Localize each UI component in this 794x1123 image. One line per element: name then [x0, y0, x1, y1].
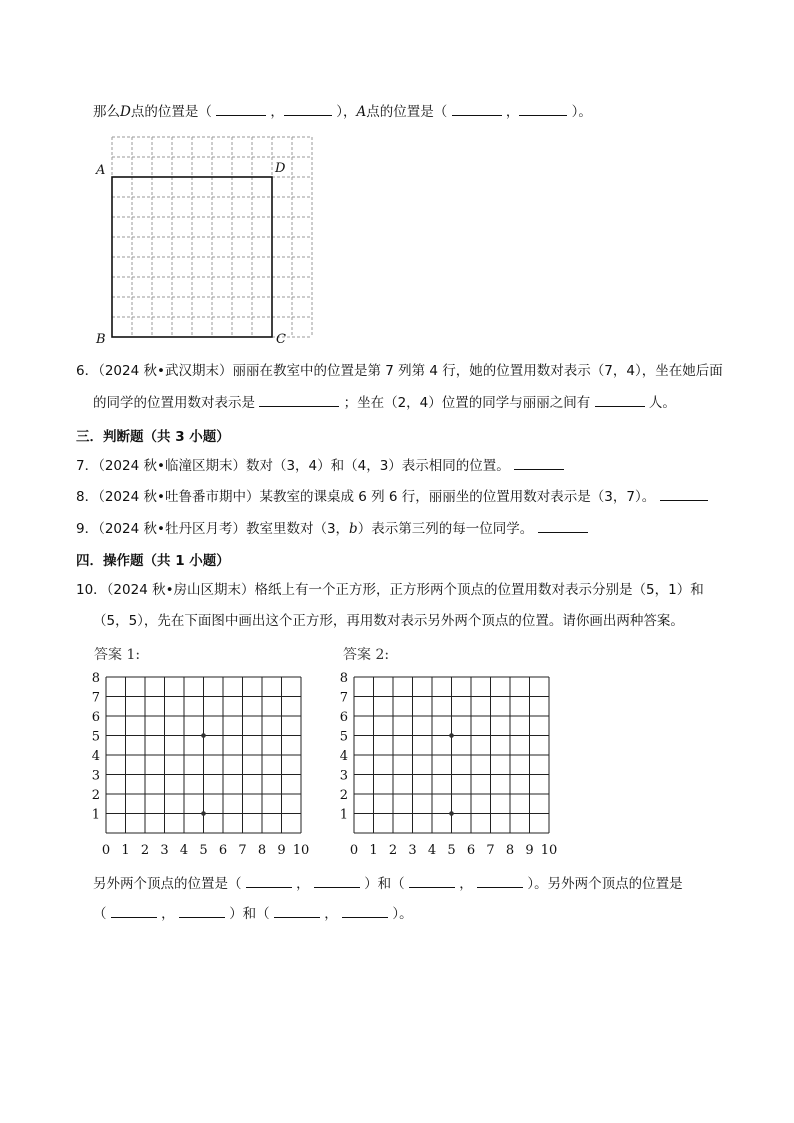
label-b: B — [96, 332, 106, 347]
final-text: 另外两个顶点的位置是（ — [93, 876, 242, 892]
x-tick-label: 0 — [349, 843, 359, 858]
q7-answer-blank[interactable] — [514, 455, 564, 470]
y-tick-label: 7 — [91, 690, 100, 706]
y-tick-label: 5 — [91, 729, 100, 745]
q9-text: ）表示第三列的每一位同学。 — [357, 521, 534, 537]
final-text: ）。另外两个顶点的位置是 — [527, 876, 683, 892]
q6-line1: 6．（2024 秋•武汉期末）丽丽在教室中的位置是第 7 列第 4 行，她的位置用数对表示（7，4），坐在她后面 — [76, 363, 723, 379]
q8 — [76, 486, 708, 507]
x-tick-label: 6 — [466, 843, 476, 858]
blank-1a-x[interactable] — [246, 873, 292, 888]
blank-d-x[interactable] — [216, 101, 266, 116]
close-paren: ）。 — [571, 104, 592, 120]
x-tick-label: 4 — [179, 843, 189, 858]
y-tick-label: 3 — [91, 768, 100, 784]
comma: ， — [270, 104, 284, 120]
q7 — [76, 455, 564, 476]
blank-d-y[interactable] — [284, 101, 332, 116]
q9-answer-blank[interactable] — [538, 518, 588, 533]
blank-a-y[interactable] — [519, 101, 567, 116]
q9 — [76, 518, 588, 539]
x-tick-label: 1 — [369, 843, 378, 858]
y-tick-label: 5 — [339, 729, 348, 745]
x-tick-label: 9 — [277, 843, 286, 858]
x-tick-label: 6 — [218, 843, 228, 858]
final-text: （ — [93, 906, 107, 922]
x-tick-label: 2 — [388, 843, 398, 858]
x-tick-label: 5 — [447, 843, 456, 858]
comma: ， — [161, 906, 175, 922]
answer-grid-1[interactable] — [86, 668, 316, 868]
x-tick-label: 5 — [199, 843, 208, 858]
answer-grid-2[interactable] — [334, 668, 564, 868]
blank-a-x[interactable] — [452, 101, 502, 116]
q7-text: 7．（2024 秋•临潼区期末）数对（3，4）和（4，3）表示相同的位置。 — [76, 458, 510, 474]
y-tick-label: 1 — [339, 807, 348, 823]
blank-2a-x[interactable] — [111, 903, 157, 918]
close-paren: ）， — [336, 104, 357, 120]
comma: ， — [505, 104, 520, 120]
q10-line2: （5，5），先在下面图中画出这个正方形，再用数对表示另外两个顶点的位置。请你画出两种答案。 — [93, 613, 684, 629]
x-tick-label: 7 — [486, 843, 495, 858]
blank-1a-y[interactable] — [314, 873, 360, 888]
comma: ， — [296, 876, 310, 892]
var-b: b — [349, 521, 358, 537]
vertex-point — [449, 811, 454, 816]
x-tick-label: 0 — [101, 843, 111, 858]
vertex-point — [449, 733, 454, 738]
section4-title: 四．操作题（共 1 小题） — [76, 553, 230, 569]
y-tick-label: 4 — [91, 749, 100, 764]
q6-line2 — [93, 392, 676, 413]
final-line2 — [93, 903, 413, 924]
blank-1b-y[interactable] — [477, 873, 523, 888]
x-tick-label: 9 — [525, 843, 534, 858]
y-tick-label: 3 — [339, 768, 348, 784]
q10-line1: 10．（2024 秋•房山区期末）格纸上有一个正方形，正方形两个顶点的位置用数对表示分别是（5，1）和 — [76, 582, 704, 598]
y-tick-label: 7 — [339, 690, 348, 706]
comma: ， — [459, 876, 473, 892]
section3-title: 三．判断题（共 3 小题） — [76, 429, 230, 445]
x-tick-label: 10 — [292, 843, 310, 858]
x-tick-label: 8 — [257, 843, 267, 858]
x-tick-label: 3 — [160, 843, 169, 858]
y-tick-label: 6 — [339, 710, 348, 725]
y-tick-label: 2 — [91, 788, 100, 803]
q6-text: 的同学的位置用数对表示是 — [93, 395, 255, 411]
label-c: C — [276, 332, 286, 347]
q8-answer-blank[interactable] — [660, 486, 708, 501]
grid1-caption: 答案 1: — [94, 647, 141, 663]
blank-2a-y[interactable] — [179, 903, 225, 918]
q6-text: 人。 — [648, 395, 676, 411]
final-line1 — [93, 873, 683, 894]
y-tick-label: 4 — [339, 749, 348, 764]
q6-text: ；坐在（2，4）位置的同学与丽丽之间有 — [343, 395, 591, 411]
q5-answer-line — [93, 101, 592, 122]
q5-text: 点的位置是（ — [366, 104, 448, 120]
final-text: ）。 — [392, 906, 413, 922]
y-tick-label: 6 — [91, 710, 100, 725]
label-d: D — [275, 161, 286, 176]
point-a-label: A — [356, 104, 367, 120]
final-text: ）和（ — [229, 906, 270, 922]
q5-prefix: 那么 — [93, 104, 120, 120]
vertex-point — [201, 811, 206, 816]
x-tick-label: 1 — [121, 843, 130, 858]
blank-2b-y[interactable] — [342, 903, 388, 918]
blank-people-count[interactable] — [595, 392, 645, 407]
final-text: ）和（ — [364, 876, 405, 892]
q8-text: 8．（2024 秋•吐鲁番市期中）某教室的课桌成 6 列 6 行，丽丽坐的位置用数对表示是（3，7）。 — [76, 489, 656, 505]
x-tick-label: 10 — [540, 843, 558, 858]
y-tick-label: 8 — [91, 671, 100, 686]
point-d-label: D — [120, 104, 131, 120]
x-tick-label: 4 — [427, 843, 437, 858]
label-a: A — [96, 163, 106, 178]
y-tick-label: 2 — [339, 788, 348, 803]
x-tick-label: 8 — [505, 843, 515, 858]
y-tick-label: 1 — [91, 807, 100, 823]
q5-text: 点的位置是（ — [130, 104, 212, 120]
blank-2b-x[interactable] — [274, 903, 320, 918]
blank-behind-position[interactable] — [259, 392, 339, 407]
x-tick-label: 7 — [238, 843, 247, 858]
grid2-caption: 答案 2: — [343, 647, 390, 663]
q9-text: 9．（2024 秋•牡丹区月考）教室里数对（3， — [76, 521, 350, 537]
square-grid-figure — [90, 130, 330, 350]
blank-1b-x[interactable] — [409, 873, 455, 888]
vertex-point — [201, 733, 206, 738]
y-tick-label: 8 — [339, 671, 348, 686]
x-tick-label: 3 — [408, 843, 417, 858]
comma: ， — [324, 906, 338, 922]
x-tick-label: 2 — [140, 843, 150, 858]
